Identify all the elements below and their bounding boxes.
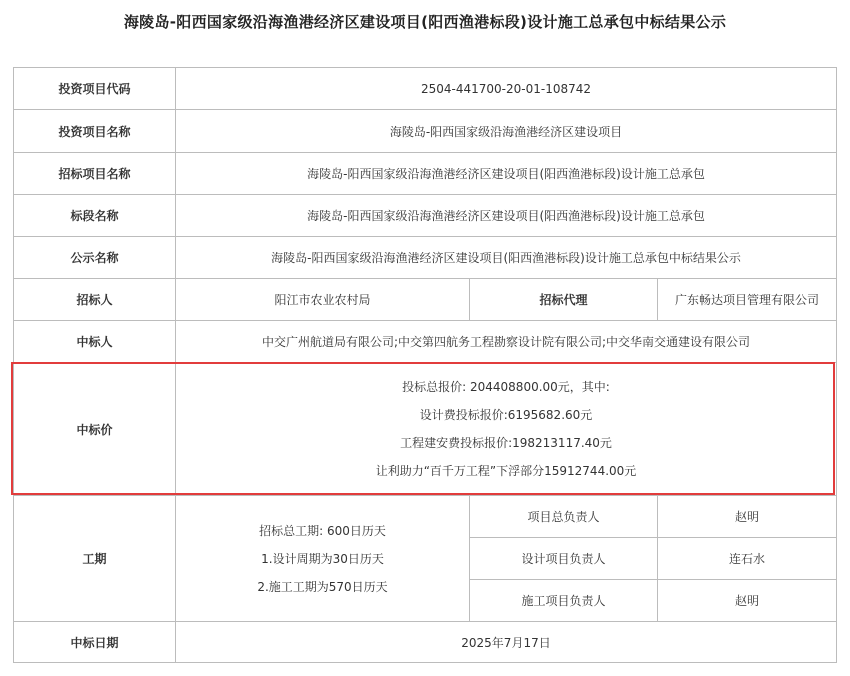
price-design: 设计费投标报价:6195682.60元 bbox=[419, 408, 593, 422]
notice-table bbox=[13, 67, 837, 663]
section-name-value: 海陵岛-阳西国家级沿海渔港经济区建设项目(阳西渔港标段)设计施工总承包 bbox=[176, 195, 837, 237]
row-award-date bbox=[14, 622, 837, 663]
row-winner bbox=[14, 321, 837, 363]
row-section-name bbox=[14, 195, 837, 237]
role-name: 连石水 bbox=[658, 538, 837, 580]
row-project-code bbox=[14, 68, 837, 110]
role-label: 项目总负责人 bbox=[470, 496, 658, 538]
tender-name-label: 招标项目名称 bbox=[14, 153, 176, 195]
row-project-name bbox=[14, 110, 837, 153]
row-period-1 bbox=[14, 496, 837, 538]
role-label: 设计项目负责人 bbox=[470, 538, 658, 580]
period-label: 工期 bbox=[14, 496, 176, 622]
project-code-label: 投资项目代码 bbox=[14, 68, 176, 110]
period-construction: 2.施工工期为570日历天 bbox=[257, 579, 388, 594]
award-date-label: 中标日期 bbox=[14, 622, 176, 663]
price-total: 投标总报价: 204408800.00元，其中: bbox=[402, 380, 610, 394]
winner-value: 中交广州航道局有限公司;中交第四航务工程勘察设计院有限公司;中交华南交通建设有限公司 bbox=[176, 321, 837, 363]
winner-label: 中标人 bbox=[14, 321, 176, 363]
role-label: 施工项目负责人 bbox=[470, 580, 658, 622]
period-total: 招标总工期: 600日历天 bbox=[259, 523, 386, 538]
notice-name-value: 海陵岛-阳西国家级沿海渔港经济区建设项目(阳西渔港标段)设计施工总承包中标结果公示 bbox=[176, 237, 837, 279]
tender-name-value: 海陵岛-阳西国家级沿海渔港经济区建设项目(阳西渔港标段)设计施工总承包 bbox=[176, 153, 837, 195]
award-date-value: 2025年7月17日 bbox=[176, 622, 837, 663]
role-name: 赵明 bbox=[658, 580, 837, 622]
row-price bbox=[14, 363, 837, 496]
page-title: 海陵岛-阳西国家级沿海渔港经济区建设项目(阳西渔港标段)设计施工总承包中标结果公示 bbox=[123, 13, 727, 31]
role-name: 赵明 bbox=[658, 496, 837, 538]
notice-name-label: 公示名称 bbox=[14, 237, 176, 279]
price-discount: 让利助力“百千万工程”下浮部分15912744.00元 bbox=[375, 464, 637, 478]
section-name-label: 标段名称 bbox=[14, 195, 176, 237]
agent-label: 招标代理 bbox=[470, 279, 658, 321]
row-tenderer bbox=[14, 279, 837, 321]
agent-value: 广东畅达项目管理有限公司 bbox=[658, 279, 837, 321]
row-notice-name bbox=[14, 237, 837, 279]
project-code-value: 2504-441700-20-01-108742 bbox=[176, 68, 837, 110]
price-label: 中标价 bbox=[14, 363, 176, 496]
tenderer-value: 阳江市农业农村局 bbox=[176, 279, 470, 321]
project-name-label: 投资项目名称 bbox=[14, 110, 176, 153]
price-details bbox=[176, 363, 837, 496]
period-design: 1.设计周期为30日历天 bbox=[261, 551, 384, 566]
tenderer-label: 招标人 bbox=[14, 279, 176, 321]
project-name-value: 海陵岛-阳西国家级沿海渔港经济区建设项目 bbox=[176, 110, 837, 153]
row-tender-name bbox=[14, 153, 837, 195]
period-details bbox=[176, 496, 470, 622]
price-construction: 工程建安费投标报价:198213117.40元 bbox=[400, 436, 612, 450]
